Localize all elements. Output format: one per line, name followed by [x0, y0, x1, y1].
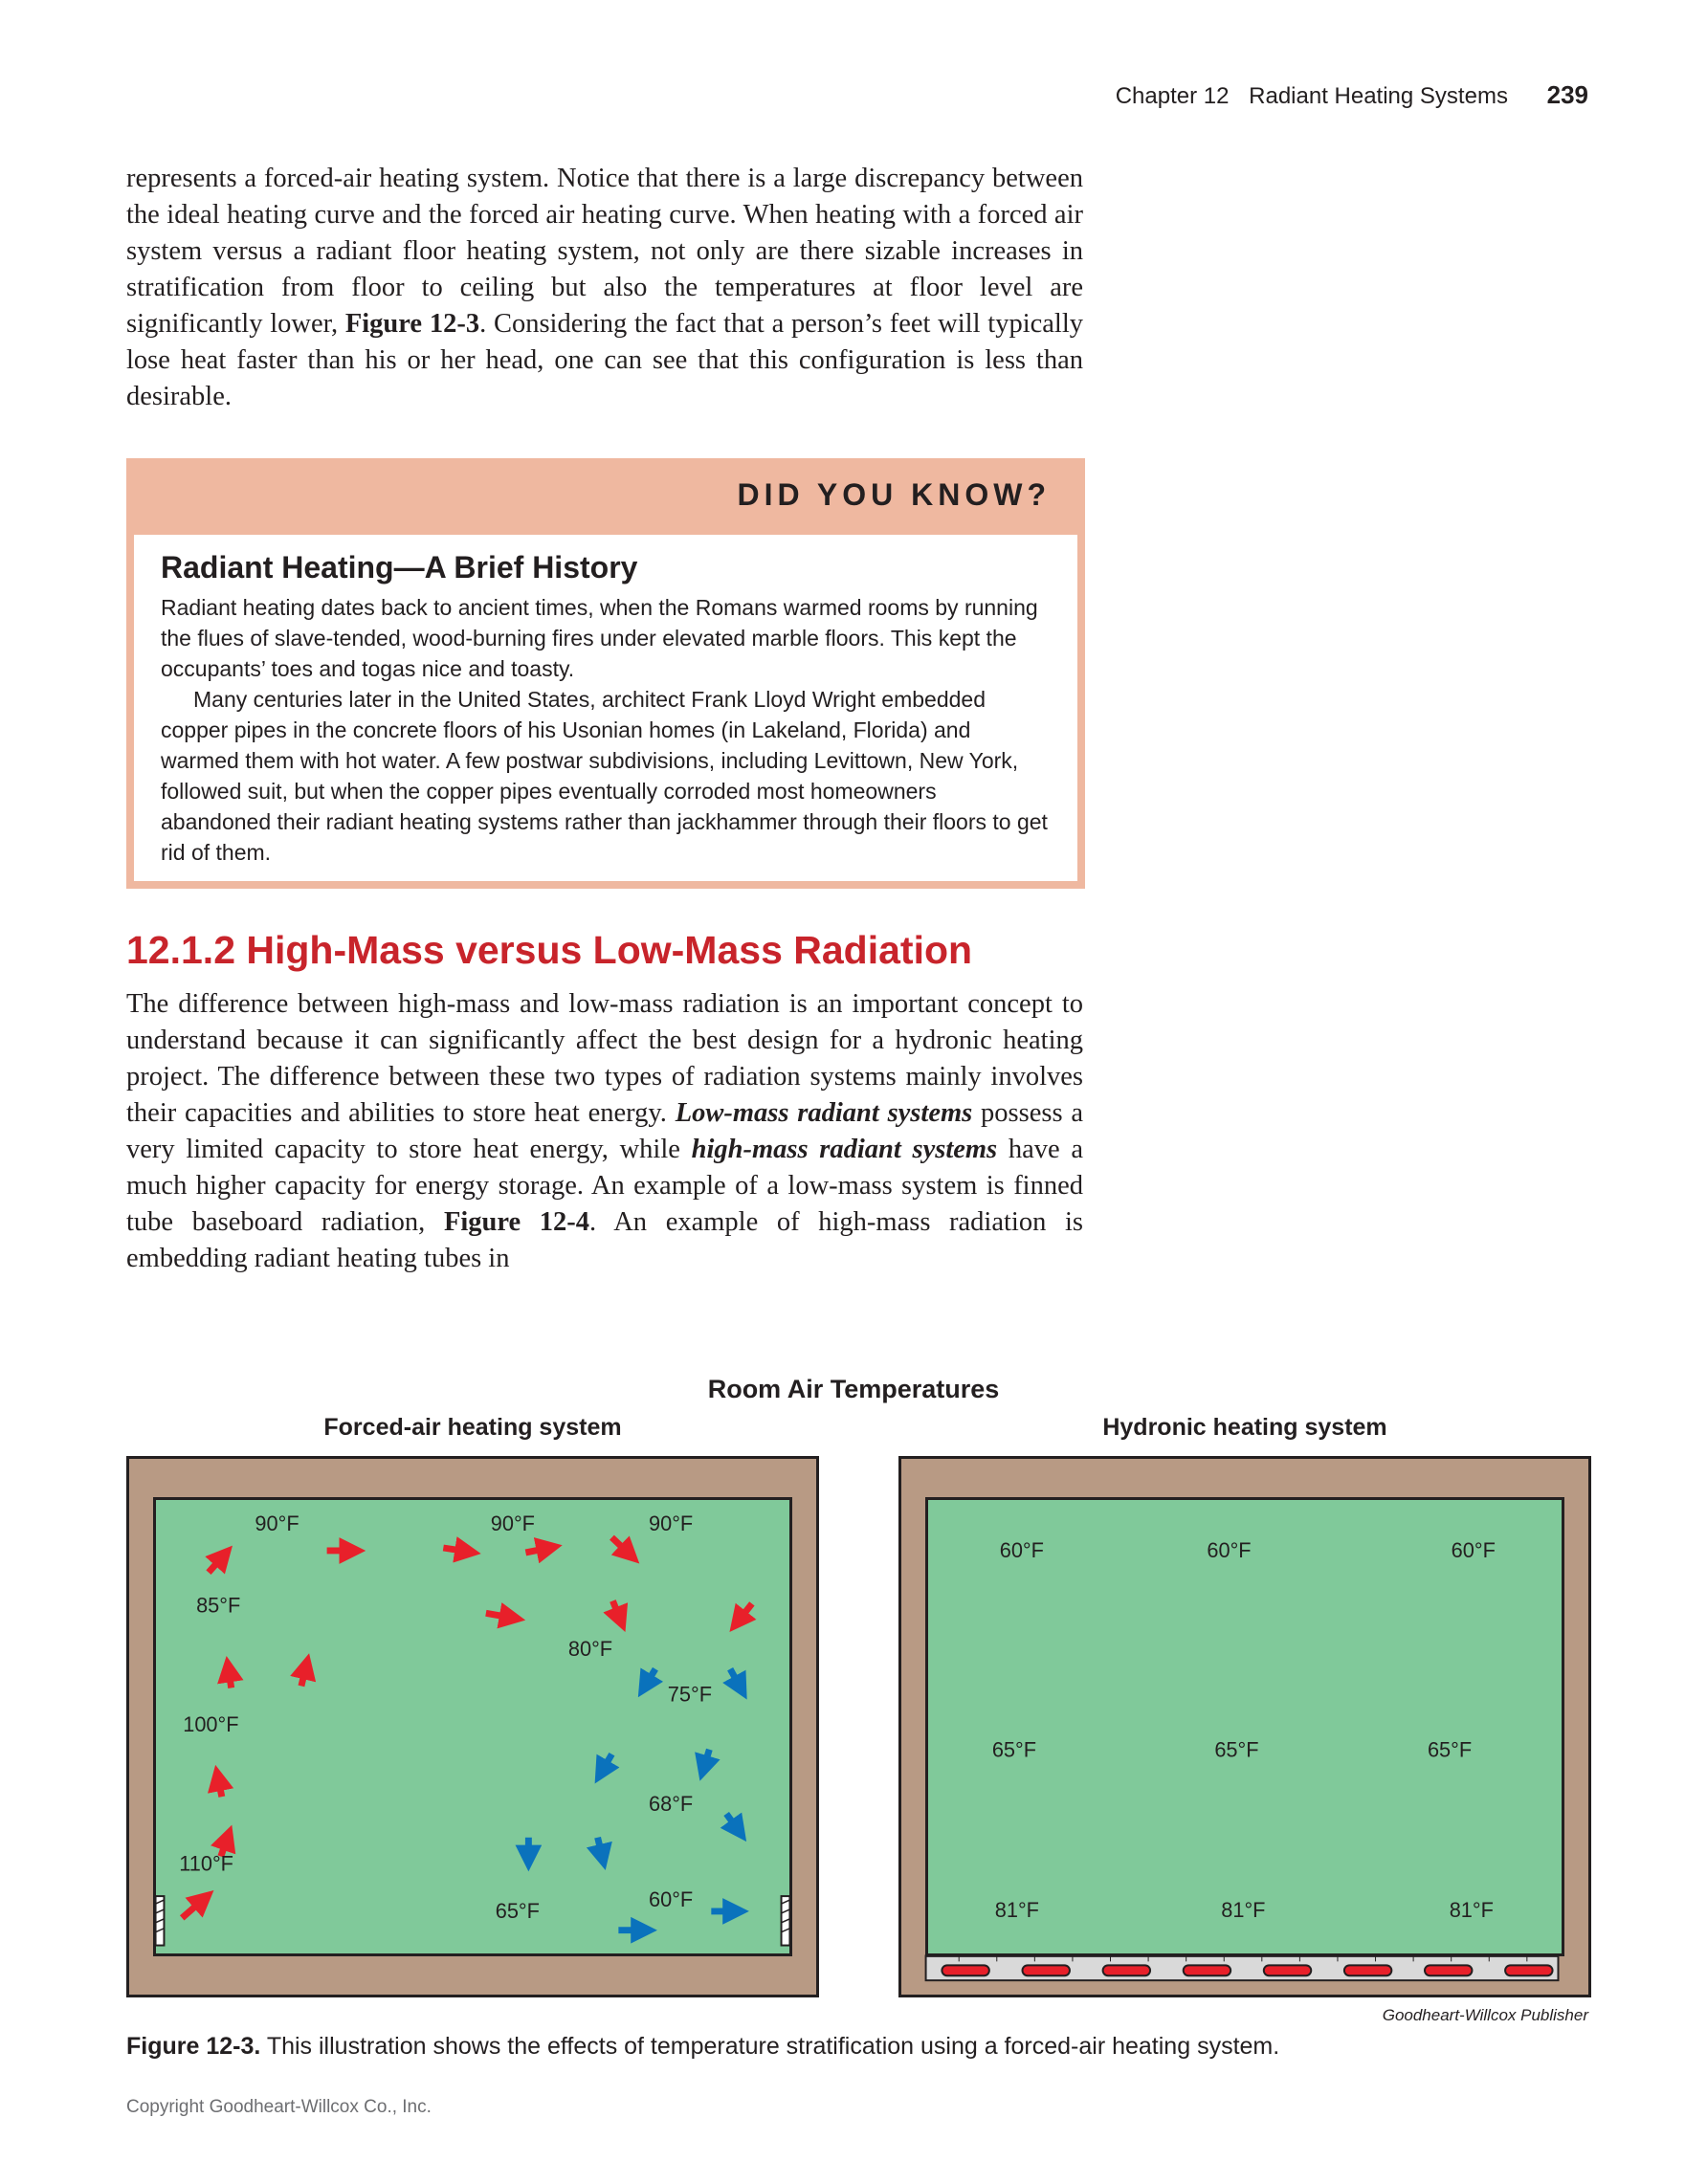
temperature-label: 65°F	[1427, 1737, 1473, 1762]
warm-air-arrows	[182, 1537, 752, 1918]
cool-air-arrow	[598, 1838, 603, 1858]
temperature-label: 60°F	[1207, 1537, 1252, 1562]
cool-air-arrow	[730, 1669, 741, 1688]
did-you-know-heading: DID YOU KNOW?	[737, 477, 1051, 512]
return-register-icon	[782, 1896, 790, 1945]
radiant-tube	[942, 1965, 988, 1975]
temperature-label: 65°F	[991, 1737, 1037, 1762]
cool-air-arrow	[726, 1814, 739, 1831]
temperature-label: 75°F	[667, 1682, 713, 1707]
cool-air-arrow	[602, 1754, 612, 1773]
sidebar-paragraph: Many centuries later in the United States, architect Frank Lloyd Wright embedded copper pipes in the concrete floors of his Usonian homes (in Lakeland, Florida) and warmed them with hot water. A few postwar subdivisions, including Levittown, New York, followed suit, but when the copper pipes eventually corroded most homeowners abandoned their radiant heating systems rather than jackhammer through their floors to get rid of them.	[161, 687, 1048, 865]
figure-caption-label: Figure 12-3.	[126, 2033, 261, 2060]
figure-title: Room Air Temperatures	[707, 1375, 1000, 1403]
radiant-tube	[1505, 1965, 1552, 1975]
figure-caption-text: This illustration shows the effects of temperature stratification using a forced-air heating system.	[260, 2033, 1280, 2060]
hydronic-panel-title: Hydronic heating system	[1102, 1414, 1387, 1441]
hydronic-room	[898, 1456, 1591, 1997]
paragraph-text: represents a forced-air heating system. Notice that there is a large discrepancy between the ideal heating curve and the forced air heating curve. When heating with a forced air system versus a radiant floor heating system, not only are there sizable increases in stratification from floor to ceiling but also the temperatures at floor level are significantly lower,	[126, 164, 1083, 339]
body-paragraph	[126, 986, 1083, 1277]
chapter-title: Radiant Heating Systems	[1249, 83, 1508, 109]
temperature-label: 81°F	[1449, 1897, 1494, 1922]
radiant-tube	[1425, 1965, 1472, 1975]
radiant-tube	[1184, 1965, 1230, 1975]
warm-air-arrow	[525, 1548, 549, 1553]
forced-air-panel-title: Forced-air heating system	[323, 1414, 622, 1441]
did-you-know-box	[126, 458, 1085, 889]
warm-air-arrow	[611, 1537, 630, 1555]
figure-reference: Figure 12-3	[344, 309, 480, 339]
key-term: Low-mass radiant systems	[675, 1098, 973, 1128]
temperature-label: 65°F	[495, 1898, 540, 1923]
paragraph-text: . An example of high-mass radiation is embedding radiant heating tubes in	[126, 1207, 1083, 1273]
paragraph-text: . Considering the fact that a person’s feet will typically lose heat faster than his or her head, one can see that this configuration is less than desirable.	[126, 309, 1083, 411]
hydronic-diagram	[901, 1459, 1588, 1995]
paragraph-text: The difference between high-mass and low-mass radiation is an important concept to understand because it can significantly affect the best design for a hydronic heating project. The difference between these two types of radiation systems mainly involves their capacities and abilities to store heat energy.	[126, 989, 1083, 1128]
copyright-notice: Copyright Goodheart-Willcox Co., Inc.	[126, 2097, 432, 2117]
radiant-tube	[1022, 1965, 1069, 1975]
paragraph-text: have a much higher capacity for energy storage. An example of a low-mass system is finned tube baseboard radiation,	[126, 1135, 1084, 1237]
key-term: high-mass radiant systems	[691, 1135, 998, 1164]
sidebar-title: Radiant Heating—A Brief History	[161, 550, 638, 585]
figure-caption	[126, 2033, 1279, 2061]
warm-air-arrow	[218, 1777, 222, 1797]
radiant-tube	[1103, 1965, 1150, 1975]
did-you-know-content	[134, 535, 1077, 881]
temperature-label: 60°F	[999, 1537, 1044, 1562]
running-head	[1116, 80, 1588, 110]
forced-air-room	[126, 1456, 819, 1997]
chapter-label: Chapter 12	[1115, 83, 1230, 109]
warm-air-arrow	[301, 1666, 306, 1687]
radiant-tube	[1264, 1965, 1311, 1975]
warm-air-arrow	[229, 1669, 232, 1688]
cool-air-arrow	[645, 1669, 655, 1687]
temperature-label: 81°F	[994, 1897, 1039, 1922]
temperature-label: 90°F	[649, 1511, 694, 1536]
figure-reference: Figure 12-4	[443, 1207, 590, 1237]
temperature-label: 60°F	[649, 1886, 694, 1911]
warm-air-arrow	[443, 1548, 468, 1552]
warm-air-arrow	[209, 1555, 224, 1573]
body-paragraph	[126, 161, 1083, 415]
temperature-label: 110°F	[179, 1851, 233, 1876]
section-heading: 12.1.2 High-Mass versus Low-Mass Radiation	[126, 928, 973, 972]
supply-register-icon	[156, 1896, 165, 1945]
sidebar-paragraph: Radiant heating dates back to ancient times, when the Romans warmed rooms by running the flues of slave-tended, wood-burning fires under elevated marble floors. This kept the occupants’ toes and togas nice and toasty.	[161, 595, 1038, 681]
figure-credit: Goodheart-Willcox Publisher	[1382, 2006, 1588, 2024]
temperature-label: 85°F	[196, 1593, 241, 1618]
temperature-label: 100°F	[183, 1711, 239, 1736]
temperature-label: 90°F	[490, 1511, 535, 1536]
paragraph-text: possess a very limited capacity to store heat energy, while	[126, 1098, 1083, 1164]
forced-air-diagram	[129, 1459, 816, 1995]
temperature-label: 80°F	[567, 1636, 613, 1661]
page-number: 239	[1546, 80, 1588, 109]
warm-air-arrow	[182, 1899, 204, 1918]
warm-air-arrow	[486, 1613, 513, 1618]
temperature-label: 90°F	[255, 1511, 299, 1536]
cool-air-arrows	[528, 1669, 741, 1930]
cool-air-arrow	[703, 1750, 709, 1769]
temperature-label: 65°F	[1214, 1737, 1259, 1762]
radiant-tube	[1344, 1965, 1391, 1975]
warm-air-arrow	[612, 1600, 620, 1620]
temperature-label: 60°F	[1451, 1537, 1496, 1562]
temperature-label: 81°F	[1221, 1897, 1266, 1922]
temperature-label: 68°F	[649, 1792, 694, 1817]
warm-air-arrow	[738, 1603, 752, 1621]
